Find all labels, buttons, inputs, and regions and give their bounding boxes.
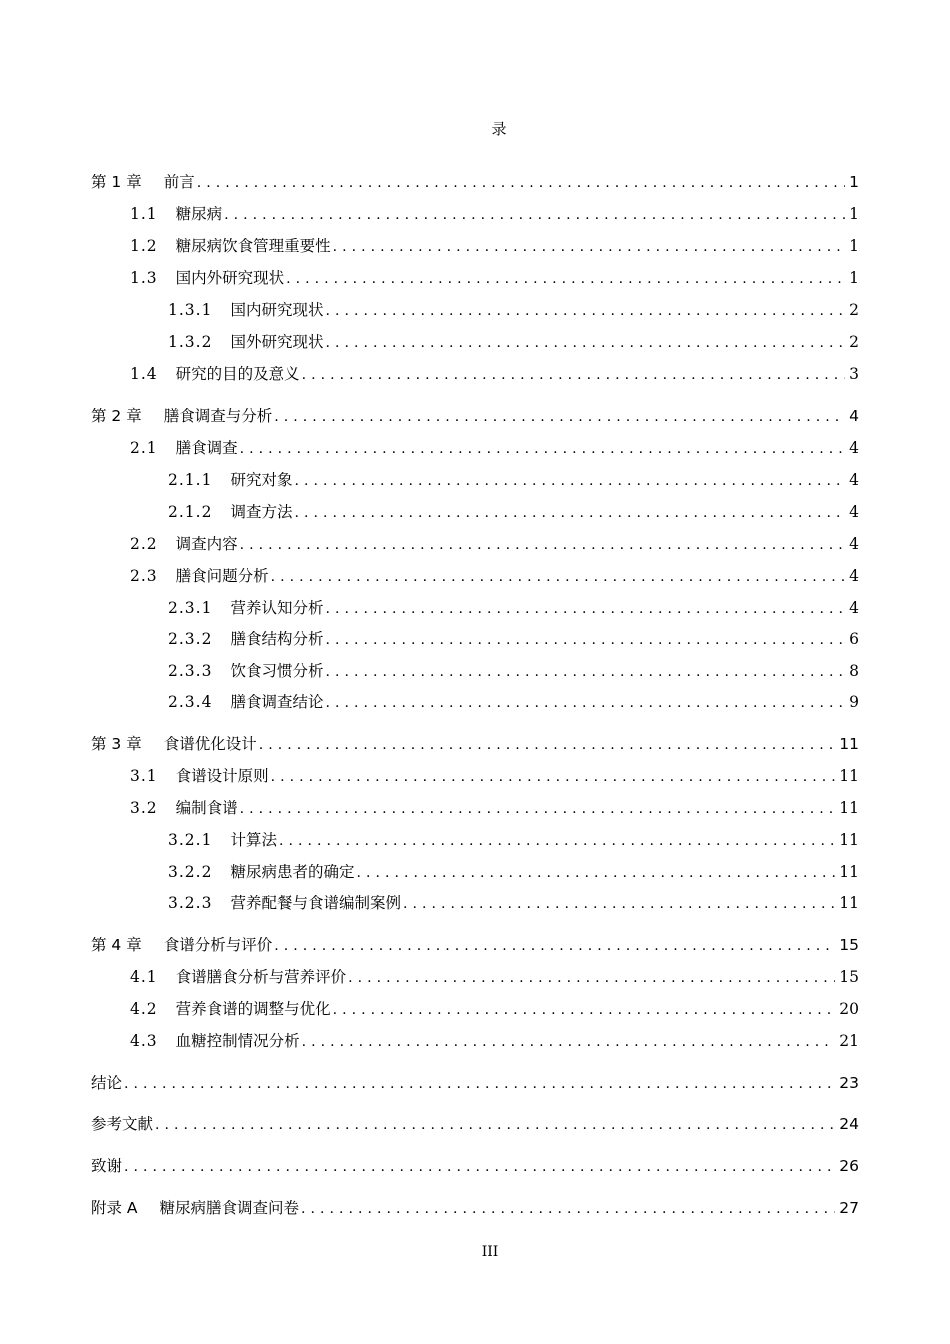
toc-entry-title: 膳食调查与分析 [163, 407, 273, 425]
toc-entry-page: 9 [849, 693, 859, 711]
toc-entry-page: 4 [849, 535, 859, 553]
toc-entry-title: 膳食问题分析 [175, 567, 269, 585]
dot-leader [325, 660, 845, 684]
toc-entry-title: 国内外研究现状 [175, 269, 285, 287]
toc-entry-page: 11 [839, 799, 859, 817]
dot-leader [348, 966, 835, 990]
toc-entry-number: 4.1 [130, 968, 158, 986]
toc-entry-number: 1.4 [130, 365, 158, 383]
dot-leader [259, 733, 836, 757]
toc-entry-number: 2.3.4 [168, 693, 213, 711]
toc-entry[interactable] [130, 234, 859, 258]
toc-entry-page: 4 [849, 503, 859, 521]
toc-entry-title: 国外研究现状 [230, 333, 324, 351]
toc-entry-title: 膳食调查结论 [230, 693, 324, 711]
toc-entry-number: 2.1.2 [168, 503, 213, 521]
toc-entry-number: 第 4 章 [91, 936, 142, 954]
toc-entry-page: 4 [849, 439, 859, 457]
toc-entry-title: 营养认知分析 [230, 599, 324, 617]
dot-leader [294, 501, 845, 525]
toc-entry[interactable] [168, 891, 859, 915]
toc-entry-number: 2.3.1 [168, 599, 213, 617]
toc-entry[interactable] [91, 170, 859, 194]
dot-leader [274, 405, 845, 429]
toc-entry-page: 27 [839, 1199, 859, 1217]
toc-entry-number: 4.2 [130, 1000, 158, 1018]
toc-entry[interactable] [91, 404, 859, 428]
toc-entry-number: 2.2 [130, 535, 158, 553]
toc-entry-number: 4.3 [130, 1032, 158, 1050]
toc-entry[interactable] [130, 436, 859, 460]
dot-leader [124, 1155, 835, 1179]
dot-leader [240, 533, 845, 557]
toc-entry-title: 营养配餐与食谱编制案例 [230, 894, 401, 912]
dot-leader [271, 765, 836, 789]
dot-leader [271, 565, 845, 589]
toc-entry[interactable] [168, 860, 859, 884]
dot-leader [333, 998, 836, 1022]
toc-entry-page: 1 [849, 237, 859, 255]
dot-leader [325, 691, 845, 715]
dot-leader [224, 203, 845, 227]
toc-entry[interactable] [168, 500, 859, 524]
toc-entry[interactable] [91, 933, 859, 957]
toc-entry-page: 11 [839, 894, 859, 912]
toc-entry-number: 3.2.3 [168, 894, 213, 912]
dot-leader [302, 1030, 836, 1054]
toc-entry-number: 3.2 [130, 799, 158, 817]
toc-entry[interactable] [168, 690, 859, 714]
toc-entry[interactable] [130, 965, 859, 989]
toc-entry-number: 2.3 [130, 567, 158, 585]
page-title: 录 [491, 120, 507, 138]
dot-leader [197, 171, 845, 195]
dot-leader [279, 829, 835, 853]
toc-entry-page: 4 [849, 407, 859, 425]
toc-entry-title: 研究的目的及意义 [175, 365, 300, 383]
toc-entry-page: 1 [849, 205, 859, 223]
toc-entry-page: 26 [839, 1157, 859, 1175]
toc-entry[interactable] [168, 659, 859, 683]
toc-entry[interactable] [168, 627, 859, 651]
toc-entry-title: 研究对象 [230, 471, 293, 489]
toc-entry-page: 1 [849, 269, 859, 287]
toc-entry-page: 23 [839, 1074, 859, 1092]
dot-leader [240, 437, 845, 461]
toc-entry[interactable] [168, 468, 859, 492]
toc-entry-page: 11 [839, 831, 859, 849]
toc-entry-number: 1.3.2 [168, 333, 213, 351]
toc-entry-page: 21 [839, 1032, 859, 1050]
toc-entry-number: 2.3.3 [168, 662, 213, 680]
toc-entry-number: 3.2.2 [168, 863, 213, 881]
toc-entry-page: 3 [849, 365, 859, 383]
dot-leader [294, 469, 845, 493]
toc-entry-number: 附录 A [91, 1199, 138, 1217]
toc-entry-page: 1 [849, 173, 859, 191]
toc-entry[interactable] [168, 330, 859, 354]
toc-entry-page: 4 [849, 599, 859, 617]
dot-leader [301, 1197, 835, 1221]
toc-entry-page: 11 [839, 863, 859, 881]
toc-entry[interactable] [130, 202, 859, 226]
toc-entry[interactable] [91, 1112, 859, 1136]
toc-entry[interactable] [91, 1154, 859, 1178]
toc-entry-page: 8 [849, 662, 859, 680]
toc-entry-title: 编制食谱 [175, 799, 238, 817]
toc-entry-number: 3.1 [130, 767, 158, 785]
toc-entry[interactable] [168, 596, 859, 620]
toc-entry-title: 前言 [163, 173, 195, 191]
toc-entry-number: 1.3.1 [168, 301, 213, 319]
dot-leader [403, 892, 835, 916]
toc-entry[interactable] [130, 796, 859, 820]
page-number: III [481, 1244, 499, 1260]
toc-entry-title: 食谱优化设计 [163, 735, 257, 753]
dot-leader [124, 1072, 835, 1096]
toc-entry-page: 2 [849, 333, 859, 351]
toc-entry-title: 食谱分析与评价 [163, 936, 273, 954]
toc-entry-title: 调查内容 [175, 535, 238, 553]
toc-entry-page: 4 [849, 567, 859, 585]
toc-entry-title: 膳食结构分析 [230, 630, 324, 648]
toc-entry-title: 结论 [91, 1074, 123, 1092]
dot-leader [325, 299, 845, 323]
dot-leader [274, 934, 835, 958]
toc-entry-page: 20 [839, 1000, 859, 1018]
toc-entry-page: 24 [839, 1115, 859, 1133]
toc-entry-page: 6 [849, 630, 859, 648]
toc-entry[interactable] [130, 362, 859, 386]
toc-entry-page: 2 [849, 301, 859, 319]
toc-entry[interactable] [130, 532, 859, 556]
toc-entry-title: 调查方法 [230, 503, 293, 521]
dot-leader [286, 267, 845, 291]
toc-entry-title: 食谱膳食分析与营养评价 [175, 968, 347, 986]
dot-leader [333, 235, 845, 259]
toc-entry-number: 2.1.1 [168, 471, 213, 489]
toc-entry-page: 11 [839, 735, 859, 753]
toc-entry-page: 11 [839, 767, 859, 785]
toc-entry[interactable] [91, 732, 859, 756]
toc-entry[interactable] [130, 564, 859, 588]
toc-entry-title: 膳食调查 [175, 439, 238, 457]
toc-entry-page: 15 [839, 968, 859, 986]
toc-entry-number: 2.3.2 [168, 630, 213, 648]
toc-entry-title: 致谢 [91, 1157, 123, 1175]
toc-entry[interactable] [130, 764, 859, 788]
toc-entry-title: 饮食习惯分析 [230, 662, 324, 680]
dot-leader [325, 331, 845, 355]
toc-entry-number: 3.2.1 [168, 831, 213, 849]
dot-leader [325, 628, 845, 652]
toc-entry-title: 糖尿病 [175, 205, 223, 223]
toc-entry-title: 食谱设计原则 [175, 767, 269, 785]
toc-entry[interactable] [168, 828, 859, 852]
toc-entry-number: 第 3 章 [91, 735, 142, 753]
dot-leader [325, 597, 845, 621]
dot-leader [302, 363, 845, 387]
toc-entry[interactable] [91, 1071, 859, 1095]
toc-entry-number: 1.2 [130, 237, 158, 255]
toc-entry-title: 血糖控制情况分析 [175, 1032, 300, 1050]
toc-entry[interactable] [130, 266, 859, 290]
toc-entry-number: 2.1 [130, 439, 158, 457]
toc-entry[interactable] [168, 298, 859, 322]
toc-entry-page: 15 [839, 936, 859, 954]
toc-entry[interactable] [130, 1029, 859, 1053]
toc-entry-title: 计算法 [230, 831, 277, 849]
toc-entry-page: 4 [849, 471, 859, 489]
dot-leader [155, 1113, 835, 1137]
toc-entry-number: 1.1 [130, 205, 158, 223]
toc-entry[interactable] [91, 1196, 859, 1220]
dot-leader [356, 861, 835, 885]
toc-entry[interactable] [130, 997, 859, 1021]
toc-entry-title: 营养食谱的调整与优化 [175, 1000, 331, 1018]
dot-leader [240, 797, 836, 821]
toc-entry-number: 1.3 [130, 269, 158, 287]
toc-entry-number: 第 1 章 [91, 173, 142, 191]
toc-entry-title: 国内研究现状 [230, 301, 324, 319]
toc-entry-title: 参考文献 [91, 1115, 154, 1133]
toc-entry-title: 糖尿病患者的确定 [230, 863, 355, 881]
toc-entry-title: 糖尿病饮食管理重要性 [175, 237, 331, 255]
toc-entry-number: 第 2 章 [91, 407, 142, 425]
toc-entry-title: 糖尿病膳食调查问卷 [159, 1199, 300, 1217]
